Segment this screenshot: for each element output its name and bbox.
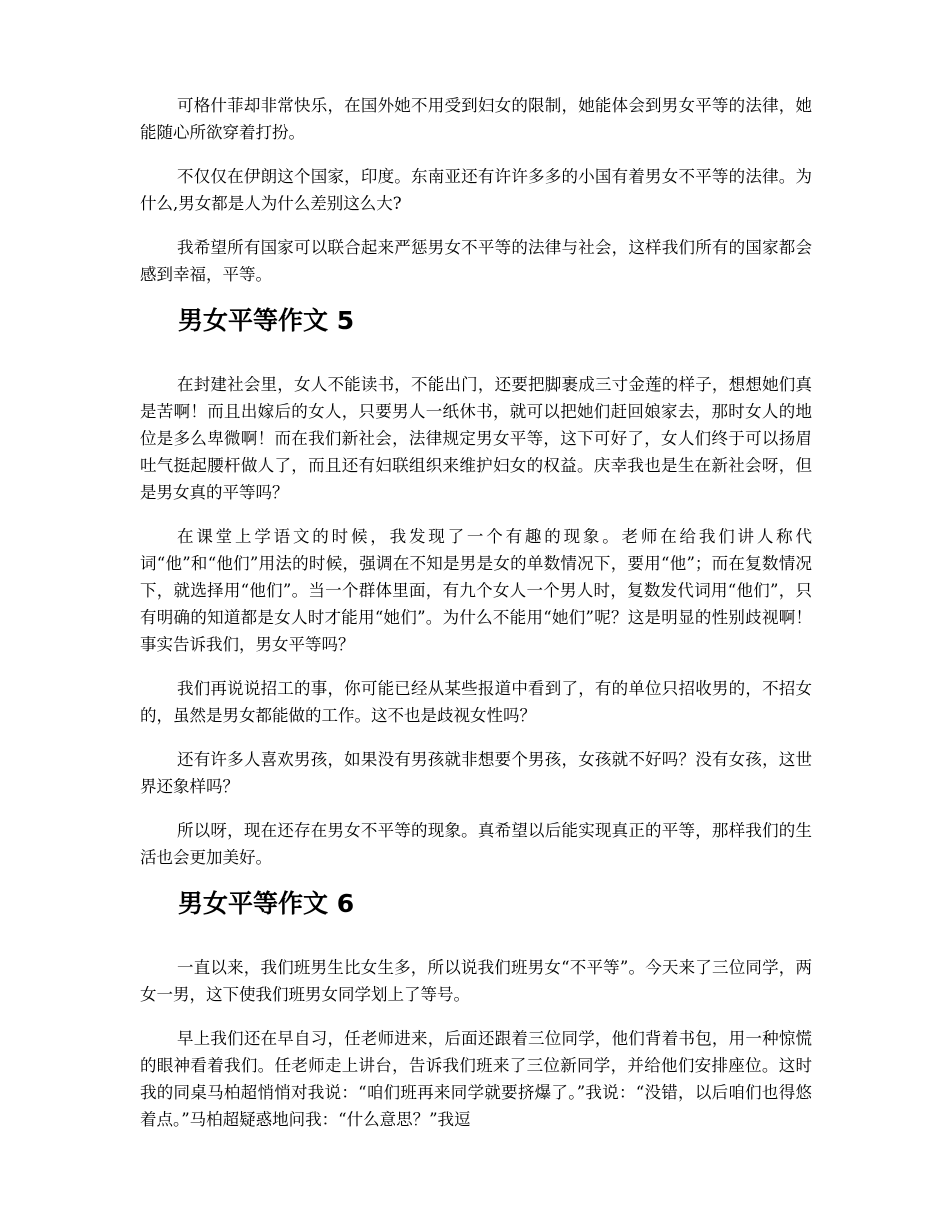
paragraph: 我希望所有国家可以联合起来严惩男女不平等的法律与社会，这样我们所有的国家都会感到幸福，平等。 xyxy=(140,238,812,284)
paragraph: 我们再说说招工的事，你可能已经从某些报道中看到了，有的单位只招收男的，不招女的，虽然是男女都能做的工作。这不也是歧视女性吗？ xyxy=(140,679,812,725)
paragraph: 在课堂上学语文的时候，我发现了一个有趣的现象。老师在给我们讲人称代词“他”和“他们”用法的时候，强调在不知是男是女的单数情况下，要用“他”；而在复数情况下，就选择用“他们”。当一个群体里面，有九个女人一个男人时，复数发代词用“他们”，只有明确的知道都是女人时才能用“她们”。为什么不能用“她们”呢？这是明显的性别歧视啊！事实告诉我们，男女平等吗？ xyxy=(140,527,812,654)
paragraph: 可格什菲却非常快乐，在国外她不用受到妇女的限制，她能体会到男女平等的法律，她能随心所欲穿着打扮。 xyxy=(140,96,812,142)
paragraph: 还有许多人喜欢男孩，如果没有男孩就非想要个男孩，女孩就不好吗？没有女孩，这世界还象样吗？ xyxy=(140,750,812,796)
paragraph: 所以呀，现在还存在男女不平等的现象。真希望以后能实现真正的平等，那样我们的生活也会更加美好。 xyxy=(140,821,812,867)
paragraph: 不仅仅在伊朗这个国家，印度。东南亚还有许许多多的小国有着男女不平等的法律。为什么,男女都是人为什么差别这么大? xyxy=(140,167,812,213)
section-heading-6: 男女平等作文 6 xyxy=(178,889,355,918)
document-page xyxy=(140,92,812,1150)
paragraph: 一直以来，我们班男生比女生多，所以说我们班男女“不平等”。今天来了三位同学，两女一男，这下使我们班男女同学划上了等号。 xyxy=(140,958,812,1004)
section-heading-5: 男女平等作文 5 xyxy=(178,306,355,335)
paragraph: 在封建社会里，女人不能读书，不能出门，还要把脚裹成三寸金莲的样子，想想她们真是苦啊！而且出嫁后的女人，只要男人一纸休书，就可以把她们赶回娘家去，那时女人的地位是多么卑微啊！而在我们新社会，法律规定男女平等，这下可好了，女人们终于可以扬眉吐气挺起腰杆做人了，而且还有妇联组织来维护妇女的权益。庆幸我也是生在新社会呀，但是男女真的平等吗？ xyxy=(140,375,812,502)
paragraph: 早上我们还在早自习，任老师进来，后面还跟着三位同学，他们背着书包，用一种惊慌的眼神看着我们。任老师走上讲台，告诉我们班来了三位新同学，并给他们安排座位。这时我的同桌马柏超悄悄对我说：“咱们班再来同学就要挤爆了。”我说：“没错，以后咱们也得悠着点。”马柏超疑惑地问我：“什么意思？”我逗 xyxy=(140,1029,812,1129)
